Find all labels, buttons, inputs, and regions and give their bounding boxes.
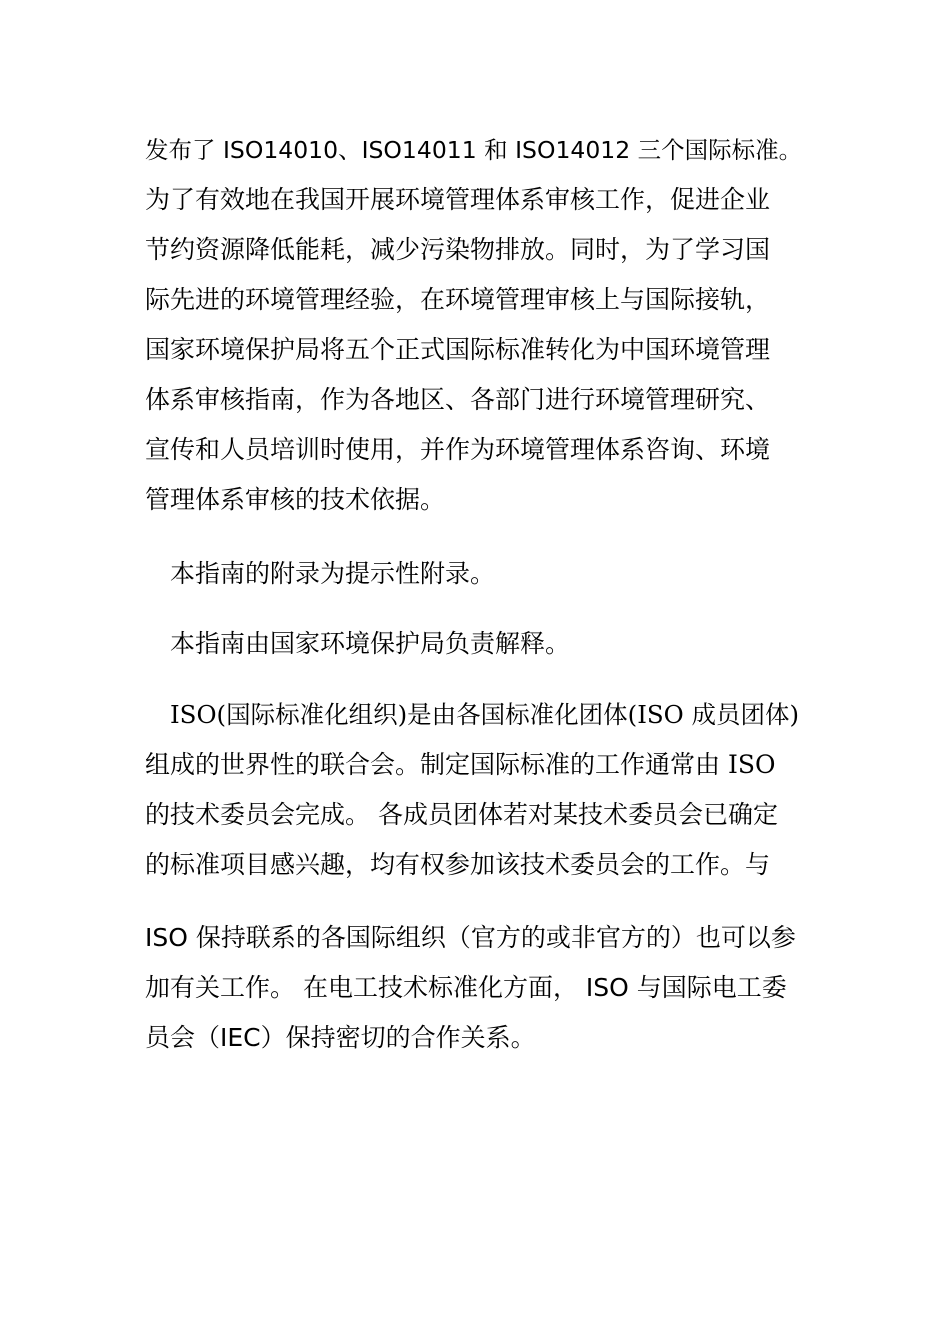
paragraph-1-line-6: 体系审核指南，作为各地区、各部门进行环境管理研究、 [145, 385, 771, 414]
paragraph-1-line-2: 为了有效地在我国开展环境管理体系审核工作，促进企业 [145, 185, 771, 214]
paragraph-1-line-4: 际先进的环境管理经验，在环境管理审核上与国际接轨， [145, 285, 771, 314]
paragraph-5-line-3: 员会（IEC）保持密切的合作关系。 [145, 1023, 536, 1052]
paragraph-4-line-2: 组成的世界性的联合会。制定国际标准的工作通常由 ISO [145, 750, 776, 779]
paragraph-1-line-1: 发布了 ISO14010、ISO14011 和 ISO14012 三个国际标准。 [145, 136, 803, 164]
paragraph-3: 本指南由国家环境保护局负责解释。 [170, 629, 571, 658]
paragraph-4-line-1: ISO(国际标准化组织)是由各国标准化团体(ISO 成员团体) [170, 700, 800, 729]
paragraph-5-line-2: 加有关工作。 在电工技术标准化方面， ISO 与国际电工委 [145, 973, 787, 1002]
paragraph-1-line-3: 节约资源降低能耗，减少污染物排放。同时，为了学习国 [145, 235, 771, 264]
paragraph-2: 本指南的附录为提示性附录。 [170, 559, 496, 588]
paragraph-4-line-3: 的技术委员会完成。 各成员团体若对某技术委员会已确定 [145, 800, 778, 829]
paragraph-4-line-4: 的标准项目感兴趣，均有权参加该技术委员会的工作。与 [145, 850, 771, 879]
paragraph-1-line-5: 国家环境保护局将五个正式国际标准转化为中国环境管理 [145, 335, 771, 364]
paragraph-1-line-7: 宣传和人员培训时使用，并作为环境管理体系咨询、环境 [145, 435, 771, 464]
paragraph-1-line-8: 管理体系审核的技术依据。 [145, 485, 446, 514]
paragraph-5-line-1: ISO 保持联系的各国际组织（官方的或非官方的）也可以参 [145, 923, 796, 952]
